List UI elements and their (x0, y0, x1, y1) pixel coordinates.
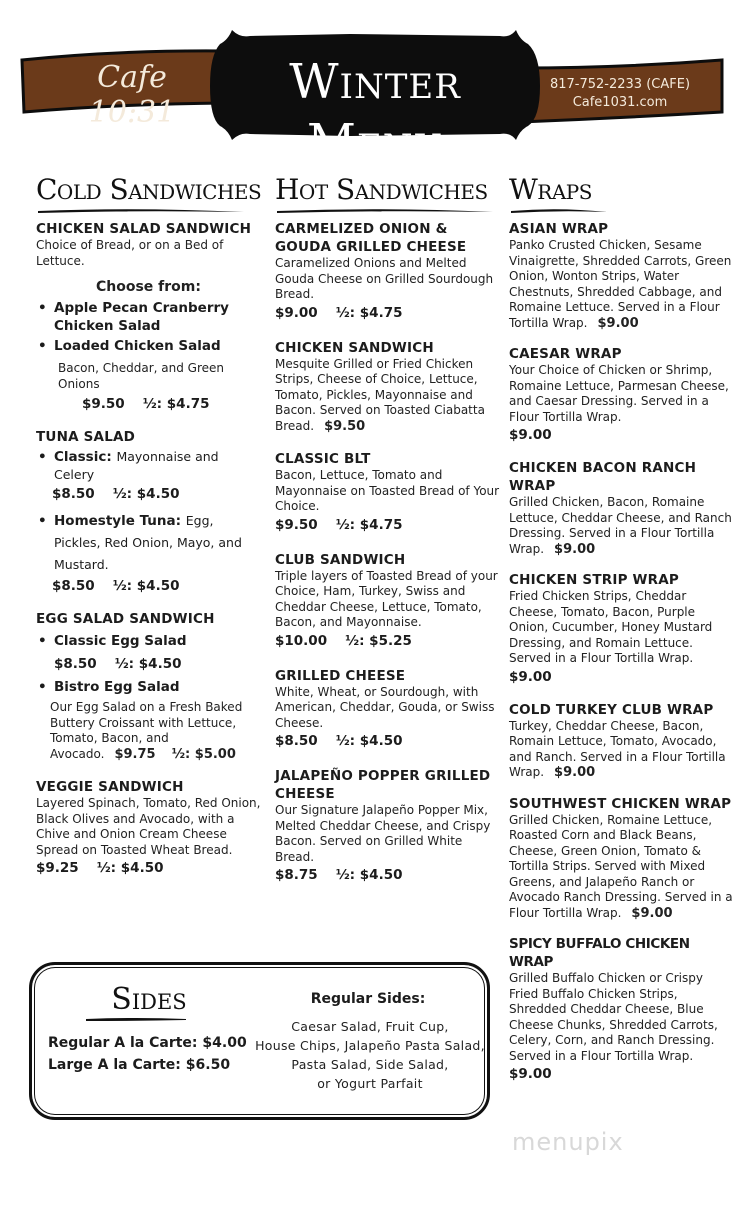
item-name: SOUTHWEST CHICKEN WRAP (509, 795, 732, 812)
section-title-hot: Hot Sandwiches (275, 173, 488, 206)
item-name: CHICKEN BACON RANCH WRAP (509, 460, 697, 494)
item-name: CLUB SANDWICH (275, 551, 406, 568)
item-desc: Fried Chicken Strips, Cheddar Cheese, Tomato, Bacon, Purple Onion, Cucumber, Honey Mustard Dressing, and Romain Lettuce. Served in a Flour Tortilla Wrap. (509, 589, 713, 665)
option-desc: Our Egg Salad on a Fresh Baked Buttery Croissant with Lettuce, Tomato, Bacon, and Avocado. $9.75 ½: $5.00 (50, 700, 243, 762)
item-price: $9.50 ½: $4.75 (275, 516, 403, 533)
item-price: $10.00 ½: $5.25 (275, 632, 412, 649)
item-price: $8.50 ½: $4.50 (52, 486, 180, 502)
menu-item-chicken-strip-wrap (509, 571, 734, 687)
item-desc: Caramelized Onions and Melted Gouda Cheese on Grilled Sourdough Bread. (275, 256, 494, 301)
option-apple-pecan: • Apple Pecan Cranberry Chicken Salad (36, 299, 261, 335)
menu-item-tuna-salad (36, 428, 261, 596)
menu-item-caesar-wrap (509, 345, 734, 445)
item-name: CHICKEN SALAD SANDWICH (36, 221, 252, 237)
item-desc: Mesquite Grilled or Fried Chicken Strips, Cheese of Choice, Lettuce, Tomato, Pickles, Mayonnaise and Bacon. Served on Toasted Ciabatta Bread. $9.50 (275, 356, 485, 434)
option-desc: Bacon, Cheddar, and Green Onions (58, 361, 225, 391)
item-desc: Turkey, Cheddar Cheese, Bacon, Romain Lettuce, Tomato, Avocado, and Ranch. Served in a Flour Tortilla Wrap. $9.00 (509, 718, 726, 780)
regular-a-la-carte-price: Regular A la Carte: $4.00 (48, 1035, 247, 1051)
menu-item-spicy-buffalo-wrap (509, 935, 734, 1084)
item-desc: Grilled Chicken, Romaine Lettuce, Roasted Corn and Black Beans, Cheese, Green Onion, Tomato & Tortilla Strips. Served with Mixed Greens, and Jalapeño Ranch or Avocado Ranch Dressing. Served in a Flour Tortilla Wrap. $9.00 (509, 812, 733, 921)
sides-box (29, 962, 490, 1120)
menu-item-southwest-chicken-wrap (509, 795, 734, 922)
item-price: $8.50 ½: $4.50 (275, 733, 403, 749)
option-classic-egg: • Classic Egg Salad (36, 632, 261, 650)
item-price: $9.00 (509, 427, 552, 443)
item-price: $9.25 ½: $4.50 (36, 860, 164, 876)
menu-title: Winter Menu (289, 54, 461, 170)
item-price: $8.75 ½: $4.50 (275, 867, 403, 883)
wraps-section (509, 172, 734, 1084)
option-bistro-egg: • Bistro Egg Salad (36, 678, 261, 696)
item-desc: Bacon, Lettuce, Tomato and Mayonnaise on Toasted Bread of Your Choice. (275, 468, 500, 513)
menu-item-jalapeno-popper (275, 767, 500, 885)
regular-sides-label: Regular Sides: (310, 991, 426, 1007)
item-desc: White, Wheat, or Sourdough, with American, Cheddar, Gouda, or Swiss Cheese. (275, 684, 495, 730)
item-desc: Choice of Bread, or on a Bed of Lettuce. (36, 238, 224, 268)
item-name: VEGGIE SANDWICH (36, 779, 184, 795)
contact-info (545, 76, 695, 112)
phone-number: 817-752-2233 (CAFE) (549, 77, 691, 92)
item-desc: Panko Crusted Chicken, Sesame Vinaigrette, Shredded Carrots, Green Onion, Wonton Strips, Water Chestnuts, Shredded Cabbage, and Romaine Lettuce. Served in a Flour Tortilla Wrap. $9.00 (509, 238, 732, 331)
item-name: CHICKEN SANDWICH (275, 339, 434, 356)
item-price: $9.50 ½: $4.75 (82, 396, 210, 412)
item-name: JALAPEÑO POPPER GRILLED CHEESE (275, 768, 491, 802)
option-homestyle-tuna: • Homestyle Tuna: Egg, Pickles, Red Onion, Mayo, and Mustard. (36, 510, 261, 576)
menu-item-cold-turkey-club-wrap (509, 701, 734, 781)
menu-item-chicken-sandwich (275, 339, 500, 435)
section-title-cold: Cold Sandwiches (36, 173, 262, 206)
hot-sandwiches-section (275, 172, 500, 885)
choose-label: Choose from: (96, 279, 201, 295)
title-underline-swash (84, 1015, 188, 1023)
header-banner (0, 0, 746, 170)
item-price: $8.50 ½: $4.50 (52, 578, 180, 594)
menu-item-carmelized-onion (275, 220, 500, 323)
item-name: CAESAR WRAP (509, 346, 622, 362)
item-name: ASIAN WRAP (509, 221, 609, 237)
watermark: menupix (512, 1128, 624, 1156)
item-desc: Our Signature Jalapeño Popper Mix, Melted Cheddar Cheese, and Crispy Bacon. Served on Grilled White Bread. (275, 803, 491, 864)
item-price: $9.00 (509, 1066, 552, 1082)
menu-item-classic-blt (275, 450, 500, 535)
menu-item-egg-salad (36, 610, 261, 762)
item-name: CHICKEN STRIP WRAP (509, 572, 679, 588)
menu-item-chicken-bacon-ranch-wrap (509, 459, 734, 557)
item-name: SPICY BUFFALO CHICKEN WRAP (509, 936, 690, 970)
cold-sandwiches-section (36, 172, 261, 878)
item-price: $9.00 ½: $4.75 (275, 304, 403, 321)
menu-item-club-sandwich (275, 551, 500, 651)
item-desc: Grilled Buffalo Chicken or Crispy Fried Buffalo Chicken Strips, Shredded Cheddar Cheese, Blue Cheese Chunks, Shredded Carrots, Celery, Corn, and Ranch Dressing. Served in a Flour Tortilla Wrap. (509, 971, 718, 1063)
option-classic-tuna: • Classic: Mayonnaise and Celery (36, 448, 261, 484)
item-name: COLD TURKEY CLUB WRAP (509, 701, 714, 718)
menu-item-chicken-salad (36, 220, 261, 414)
section-title-wraps: Wraps (509, 173, 592, 206)
menu-item-grilled-cheese (275, 667, 500, 752)
website: Cafe1031.com (572, 95, 668, 110)
item-name: CLASSIC BLT (275, 451, 371, 467)
item-name: GRILLED CHEESE (275, 667, 406, 684)
section-title-sides: Sides (111, 982, 187, 1017)
option-loaded-chicken: • Loaded Chicken Salad (36, 337, 261, 355)
large-a-la-carte-price: Large A la Carte: $6.50 (48, 1057, 231, 1073)
item-price: $8.50 ½: $4.50 (54, 656, 182, 672)
item-desc: Layered Spinach, Tomato, Red Onion, Black Olives and Avocado, with a Chive and Onion Cream Cheese Spread on Toasted Wheat Bread. (36, 796, 261, 857)
item-desc: Your Choice of Chicken or Shrimp, Romaine Lettuce, Parmesan Cheese, and Caesar Dressing. Served in a Flour Tortilla Wrap. (509, 363, 729, 424)
item-name: TUNA SALAD (36, 429, 136, 445)
menu-item-veggie (36, 778, 261, 878)
item-price: $9.00 (509, 668, 552, 685)
cafe-name: Cafe 10:31 (88, 60, 176, 130)
menu-item-asian-wrap (509, 220, 734, 331)
regular-sides-list: Caesar Salad, Fruit Cup, House Chips, Jalapeño Pasta Salad, Pasta Salad, Side Salad, or Yogurt Parfait (255, 1019, 485, 1091)
item-name: EGG SALAD SANDWICH (36, 611, 215, 627)
item-desc: Grilled Chicken, Bacon, Romaine Lettuce, Cheddar Cheese, and Ranch Dressing. Served in a Flour Tortilla Wrap. $9.00 (509, 495, 732, 557)
item-name: CARMELIZED ONION & GOUDA GRILLED CHEESE (275, 221, 467, 255)
item-desc: Triple layers of Toasted Bread of your Choice, Ham, Turkey, Swiss and Cheddar Cheese, Lettuce, Tomato, Bacon, and Mayonnaise. (275, 568, 498, 629)
